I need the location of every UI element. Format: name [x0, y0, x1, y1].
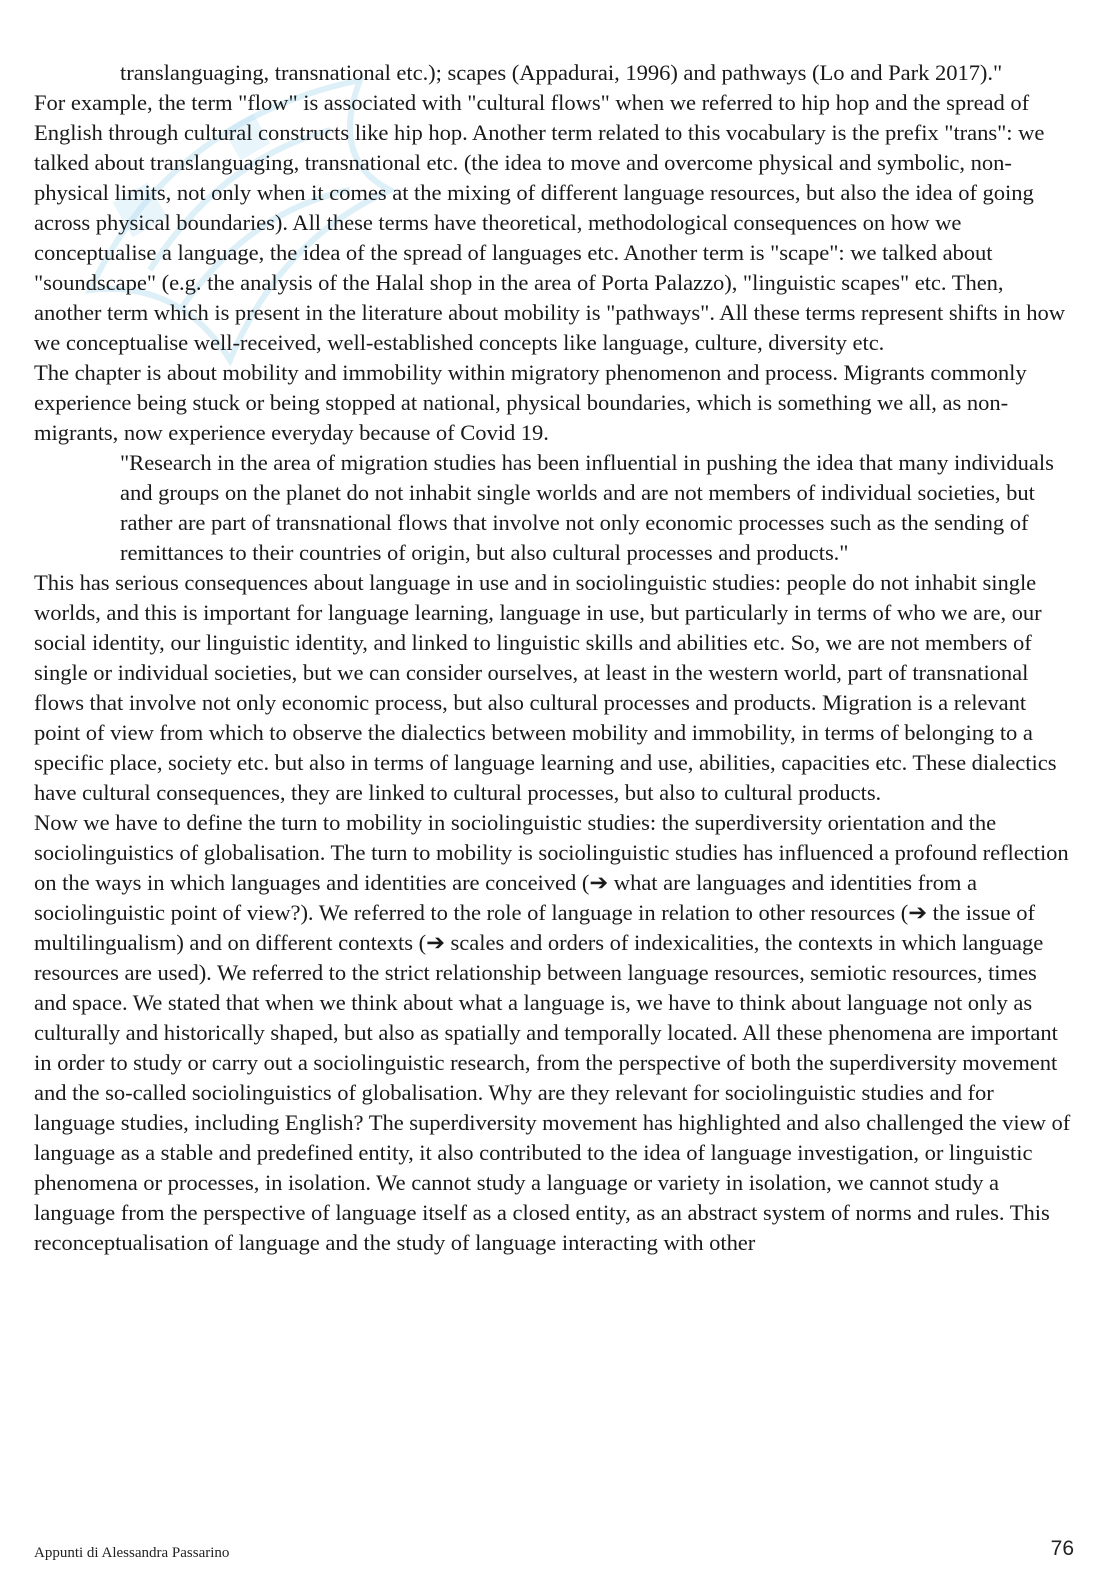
footer-author: Appunti di Alessandra Passarino: [34, 1545, 230, 1561]
paragraph: The chapter is about mobility and immobility within migratory phenomenon and process. Migrants commonly experience being stuck or being stopped at national, physical boundaries, which is something we all, as non-migrants, now experience everyday because of Covid 19.: [34, 360, 1027, 445]
page-number: 76: [1050, 1537, 1074, 1560]
paragraph: Now we have to define the turn to mobility in sociolinguistic studies: the superdiversity orientation and the sociolinguistics of globalisation. The turn to mobility is sociolinguistic studies has influenced a profound reflection on the ways in which languages and identities are conceived (➔ what are languages and identities from a sociolinguistic point of view?). We referred to the role of language in relation to other resources (➔ the issue of multilingualism) and on different contexts (➔ scales and orders of indexicalities, the contexts in which language resources are used). We referred to the strict relationship between language resources, semiotic resources, times and space. We stated that when we think about what a language is, we have to think about language not only as culturally and historically shaped, but also as spatially and temporally located. All these phenomena are important in order to study or carry out a sociolinguistic research, from the perspective of both the superdiversity movement and the so-called sociolinguistics of globalisation. Why are they relevant for sociolinguistic studies and for language studies, including English? The superdiversity movement has highlighted and also challenged the view of language as a stable and predefined entity, it also contributed to the idea of language investigation, or linguistic phenomena or processes, in isolation. We cannot study a language or variety in isolation, we cannot study a language from the perspective of language itself as a closed entity, as an abstract system of norms and rules. This reconceptualisation of language and the study of language interacting with other: [34, 810, 1071, 1255]
paragraph: translanguaging, transnational etc.); scapes (Appadurai, 1996) and pathways (Lo and Park 2017).": [120, 60, 1003, 85]
document-body: [34, 58, 1074, 1258]
paragraph: This has serious consequences about language in use and in sociolinguistic studies: people do not inhabit single worlds, and this is important for language learning, language in use, but particularly in terms of who we are, our social identity, our linguistic identity, and linked to linguistic skills and abilities etc. So, we are not members of single or individual societies, but we can consider ourselves, at least in the western world, part of transnational flows that involve not only economic process, but also cultural processes and products. Migration is a relevant point of view from which to observe the dialectics between mobility and immobility, in terms of belonging to a specific place, society etc. but also in terms of language learning and use, abilities, capacities etc. These dialectics have cultural consequences, they are linked to cultural processes, but also to cultural products.: [34, 570, 1057, 805]
block-quote: "Research in the area of migration studies has been influential in pushing the idea that many individuals and groups on the planet do not inhabit single worlds and are not members of individual societies, but rather are part of transnational flows that involve not only economic processes such as the sending of remittances to their countries of origin, but also cultural processes and products.": [120, 450, 1054, 565]
paragraph: For example, the term "flow" is associated with "cultural flows" when we referred to hip hop and the spread of English through cultural constructs like hip hop. Another term related to this vocabulary is the prefix "trans": we talked about translanguaging, transnational etc. (the idea to move and overcome physical and symbolic, non-physical limits, not only when it comes at the mixing of different language resources, but also the idea of going across physical boundaries). All these terms have theoretical, methodological consequences on how we conceptualise a language, the idea of the spread of languages etc. Another term is "scape": we talked about "soundscape" (e.g. the analysis of the Halal shop in the area of Porta Palazzo), "linguistic scapes" etc. Then, another term which is present in the literature about mobility is "pathways". All these terms represent shifts in how we conceptualise well-received, well-established concepts like language, culture, diversity etc.: [34, 90, 1065, 355]
